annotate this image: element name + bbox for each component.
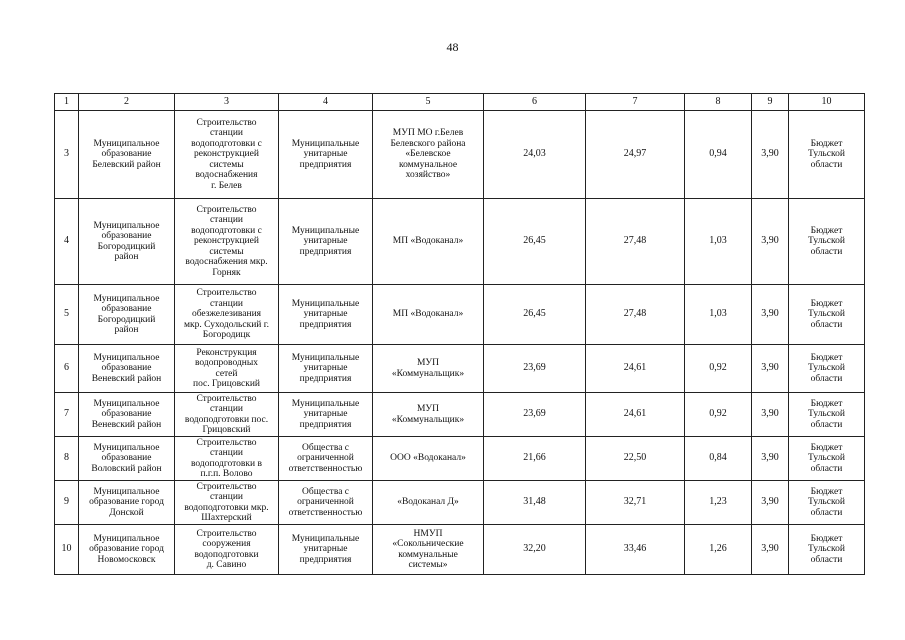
header-cell: 1 <box>55 94 79 111</box>
header-row <box>55 94 865 111</box>
funding-source-cell: Бюджет Тульской области <box>789 437 865 481</box>
operator-cell: «Водоканал Д» <box>373 481 484 525</box>
header-cell: 7 <box>586 94 685 111</box>
funding-source-cell: Бюджет Тульской области <box>789 199 865 285</box>
header-cell: 8 <box>685 94 752 111</box>
value-cell-7: 24,97 <box>586 111 685 199</box>
operator-cell: МУП «Коммунальщик» <box>373 345 484 393</box>
org-type-cell: Общества с ограниченной ответственностью <box>279 437 373 481</box>
project-cell: Строительство сооружения водоподготовки д. Савино <box>175 525 279 575</box>
project-cell: Строительство станции водоподготовки с реконструкцией системы водоснабжения г. Белев <box>175 111 279 199</box>
table-row <box>55 481 865 525</box>
value-cell-8: 0,84 <box>685 437 752 481</box>
value-cell-9: 3,90 <box>752 393 789 437</box>
org-type-cell: Муниципальные унитарные предприятия <box>279 111 373 199</box>
operator-cell: МП «Водоканал» <box>373 199 484 285</box>
table-row <box>55 285 865 345</box>
row-number: 4 <box>55 199 79 285</box>
value-cell-8: 0,92 <box>685 345 752 393</box>
municipality-cell: Муниципальное образование Богородицкий район <box>79 199 175 285</box>
row-number: 10 <box>55 525 79 575</box>
value-cell-7: 32,71 <box>586 481 685 525</box>
value-cell-8: 1,03 <box>685 199 752 285</box>
value-cell-6: 21,66 <box>484 437 586 481</box>
municipality-cell: Муниципальное образование город Новомосковск <box>79 525 175 575</box>
header-cell: 2 <box>79 94 175 111</box>
table-row <box>55 199 865 285</box>
value-cell-9: 3,90 <box>752 481 789 525</box>
value-cell-6: 26,45 <box>484 285 586 345</box>
org-type-cell: Общества с ограниченной ответственностью <box>279 481 373 525</box>
municipality-cell: Муниципальное образование Белевский район <box>79 111 175 199</box>
funding-source-cell: Бюджет Тульской области <box>789 525 865 575</box>
value-cell-7: 22,50 <box>586 437 685 481</box>
org-type-cell: Муниципальные унитарные предприятия <box>279 525 373 575</box>
value-cell-9: 3,90 <box>752 345 789 393</box>
table-row <box>55 111 865 199</box>
value-cell-8: 0,94 <box>685 111 752 199</box>
value-cell-6: 24,03 <box>484 111 586 199</box>
operator-cell: МП «Водоканал» <box>373 285 484 345</box>
org-type-cell: Муниципальные унитарные предприятия <box>279 345 373 393</box>
municipality-cell: Муниципальное образование Веневский район <box>79 345 175 393</box>
row-number: 3 <box>55 111 79 199</box>
operator-cell: НМУП «Сокольнические коммунальные системы» <box>373 525 484 575</box>
value-cell-6: 26,45 <box>484 199 586 285</box>
row-number: 7 <box>55 393 79 437</box>
value-cell-9: 3,90 <box>752 525 789 575</box>
program-table <box>54 93 865 575</box>
value-cell-9: 3,90 <box>752 111 789 199</box>
org-type-cell: Муниципальные унитарные предприятия <box>279 393 373 437</box>
value-cell-6: 23,69 <box>484 345 586 393</box>
header-cell: 10 <box>789 94 865 111</box>
value-cell-7: 33,46 <box>586 525 685 575</box>
value-cell-7: 24,61 <box>586 345 685 393</box>
funding-source-cell: Бюджет Тульской области <box>789 393 865 437</box>
org-type-cell: Муниципальные унитарные предприятия <box>279 199 373 285</box>
project-cell: Строительство станции водоподготовки пос. Грицовский <box>175 393 279 437</box>
value-cell-9: 3,90 <box>752 437 789 481</box>
value-cell-8: 0,92 <box>685 393 752 437</box>
org-type-cell: Муниципальные унитарные предприятия <box>279 285 373 345</box>
project-cell: Строительство станции водоподготовки в п.г.п. Волово <box>175 437 279 481</box>
table-row <box>55 437 865 481</box>
value-cell-8: 1,03 <box>685 285 752 345</box>
row-number: 5 <box>55 285 79 345</box>
value-cell-9: 3,90 <box>752 285 789 345</box>
municipality-cell: Муниципальное образование город Донской <box>79 481 175 525</box>
value-cell-6: 31,48 <box>484 481 586 525</box>
value-cell-6: 32,20 <box>484 525 586 575</box>
municipality-cell: Муниципальное образование Воловский район <box>79 437 175 481</box>
operator-cell: МУП МО г.Белев Белевского района «Белевское коммунальное хозяйство» <box>373 111 484 199</box>
value-cell-8: 1,23 <box>685 481 752 525</box>
funding-source-cell: Бюджет Тульской области <box>789 481 865 525</box>
municipality-cell: Муниципальное образование Веневский район <box>79 393 175 437</box>
funding-source-cell: Бюджет Тульской области <box>789 285 865 345</box>
row-number: 9 <box>55 481 79 525</box>
funding-source-cell: Бюджет Тульской области <box>789 111 865 199</box>
header-cell: 4 <box>279 94 373 111</box>
row-number: 8 <box>55 437 79 481</box>
table-row <box>55 525 865 575</box>
operator-cell: МУП «Коммунальщик» <box>373 393 484 437</box>
page-number: 48 <box>446 40 459 54</box>
table-row <box>55 345 865 393</box>
header-cell: 9 <box>752 94 789 111</box>
value-cell-7: 27,48 <box>586 199 685 285</box>
project-cell: Строительство станции водоподготовки с реконструкцией системы водоснабжения мкр. Горняк <box>175 199 279 285</box>
header-cell: 3 <box>175 94 279 111</box>
funding-source-cell: Бюджет Тульской области <box>789 345 865 393</box>
table-row <box>55 393 865 437</box>
project-cell: Строительство станции обезжелезивания мкр. Суходольский г. Богородицк <box>175 285 279 345</box>
value-cell-8: 1,26 <box>685 525 752 575</box>
value-cell-7: 24,61 <box>586 393 685 437</box>
operator-cell: ООО «Водоканал» <box>373 437 484 481</box>
header-cell: 6 <box>484 94 586 111</box>
value-cell-7: 27,48 <box>586 285 685 345</box>
project-cell: Строительство станции водоподготовки мкр. Шахтерский <box>175 481 279 525</box>
row-number: 6 <box>55 345 79 393</box>
value-cell-6: 23,69 <box>484 393 586 437</box>
header-cell: 5 <box>373 94 484 111</box>
value-cell-9: 3,90 <box>752 199 789 285</box>
municipality-cell: Муниципальное образование Богородицкий район <box>79 285 175 345</box>
project-cell: Реконструкция водопроводных сетей пос. Грицовский <box>175 345 279 393</box>
